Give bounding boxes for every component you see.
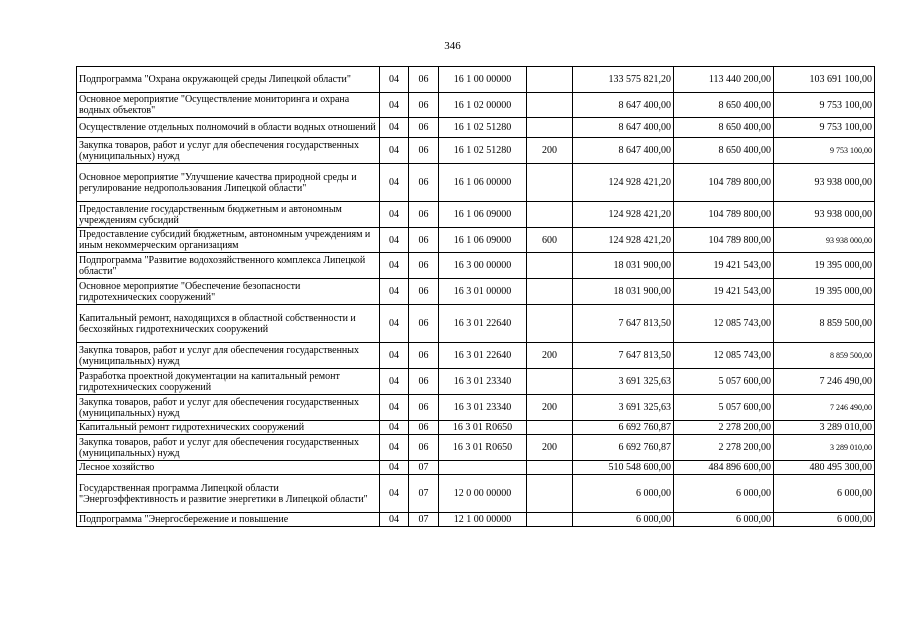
row-amount-2: 104 789 800,00 (674, 202, 774, 228)
row-amount-2: 8 650 400,00 (674, 93, 774, 118)
row-amount-1: 124 928 421,20 (573, 202, 674, 228)
row-amount-3: 19 395 000,00 (774, 253, 875, 279)
row-target-article: 16 3 01 00000 (439, 279, 527, 305)
row-section: 04 (380, 202, 409, 228)
row-amount-3: 7 246 490,00 (774, 369, 875, 395)
row-expense-type: 600 (527, 228, 573, 253)
row-target-article: 16 3 01 22640 (439, 305, 527, 343)
row-expense-type (527, 369, 573, 395)
table-row (77, 421, 875, 435)
row-expense-type (527, 421, 573, 435)
row-amount-1: 124 928 421,20 (573, 228, 674, 253)
table-row (77, 279, 875, 305)
row-amount-3: 93 938 000,00 (774, 228, 875, 253)
row-amount-2: 8 650 400,00 (674, 138, 774, 164)
row-amount-2: 104 789 800,00 (674, 228, 774, 253)
row-amount-1: 133 575 821,20 (573, 67, 674, 93)
row-amount-1: 6 692 760,87 (573, 421, 674, 435)
row-amount-3: 6 000,00 (774, 513, 875, 527)
table-row (77, 305, 875, 343)
row-expense-type (527, 253, 573, 279)
row-subsection: 06 (409, 435, 439, 461)
row-name: Осуществление отдельных полномочий в области водных отношений (77, 118, 380, 138)
row-subsection: 06 (409, 343, 439, 369)
row-amount-1: 3 691 325,63 (573, 395, 674, 421)
row-section: 04 (380, 279, 409, 305)
row-amount-1: 510 548 600,00 (573, 461, 674, 475)
row-amount-2: 2 278 200,00 (674, 435, 774, 461)
row-amount-3: 9 753 100,00 (774, 118, 875, 138)
table-row (77, 67, 875, 93)
row-amount-2: 104 789 800,00 (674, 164, 774, 202)
row-name: Закупка товаров, работ и услуг для обеспечения государственных (муниципальных) нужд (77, 435, 380, 461)
row-target-article: 16 1 06 09000 (439, 202, 527, 228)
row-amount-3: 93 938 000,00 (774, 164, 875, 202)
row-section: 04 (380, 138, 409, 164)
row-target-article: 16 1 06 09000 (439, 228, 527, 253)
row-subsection: 07 (409, 475, 439, 513)
row-section: 04 (380, 513, 409, 527)
row-expense-type: 200 (527, 138, 573, 164)
table-row (77, 118, 875, 138)
row-amount-3: 103 691 100,00 (774, 67, 875, 93)
row-section: 04 (380, 461, 409, 475)
row-amount-1: 6 000,00 (573, 513, 674, 527)
row-amount-1: 8 647 400,00 (573, 138, 674, 164)
budget-table-body (77, 67, 875, 527)
table-row (77, 253, 875, 279)
row-expense-type (527, 305, 573, 343)
row-section: 04 (380, 164, 409, 202)
row-section: 04 (380, 67, 409, 93)
row-expense-type (527, 513, 573, 527)
row-amount-1: 3 691 325,63 (573, 369, 674, 395)
table-row (77, 369, 875, 395)
row-target-article: 16 3 01 R0650 (439, 421, 527, 435)
row-amount-3: 9 753 100,00 (774, 138, 875, 164)
row-name: Основное мероприятие "Осуществление мониторинга и охрана водных объектов" (77, 93, 380, 118)
budget-table (76, 66, 875, 527)
row-subsection: 07 (409, 513, 439, 527)
row-subsection: 06 (409, 138, 439, 164)
row-amount-2: 484 896 600,00 (674, 461, 774, 475)
row-target-article: 12 1 00 00000 (439, 513, 527, 527)
row-target-article: 16 3 01 23340 (439, 395, 527, 421)
row-amount-1: 6 692 760,87 (573, 435, 674, 461)
row-amount-1: 18 031 900,00 (573, 279, 674, 305)
table-row (77, 93, 875, 118)
row-name: Подпрограмма "Энергосбережение и повышение (77, 513, 380, 527)
row-subsection: 06 (409, 118, 439, 138)
row-target-article: 16 1 02 51280 (439, 118, 527, 138)
row-subsection: 06 (409, 253, 439, 279)
row-subsection: 07 (409, 461, 439, 475)
row-subsection: 06 (409, 228, 439, 253)
row-amount-1: 124 928 421,20 (573, 164, 674, 202)
row-name: Основное мероприятие "Обеспечение безопасности гидротехнических сооружений" (77, 279, 380, 305)
row-target-article: 12 0 00 00000 (439, 475, 527, 513)
row-subsection: 06 (409, 202, 439, 228)
row-amount-2: 12 085 743,00 (674, 305, 774, 343)
row-amount-3: 3 289 010,00 (774, 421, 875, 435)
row-name: Закупка товаров, работ и услуг для обеспечения государственных (муниципальных) нужд (77, 138, 380, 164)
row-amount-3: 7 246 490,00 (774, 395, 875, 421)
row-amount-1: 18 031 900,00 (573, 253, 674, 279)
row-section: 04 (380, 305, 409, 343)
row-name: Предоставление государственным бюджетным и автономным учреждениям субсидий (77, 202, 380, 228)
row-target-article: 16 1 06 00000 (439, 164, 527, 202)
row-name: Подпрограмма "Развитие водохозяйственного комплекса Липецкой области" (77, 253, 380, 279)
table-row (77, 343, 875, 369)
row-amount-1: 8 647 400,00 (573, 93, 674, 118)
row-name: Закупка товаров, работ и услуг для обеспечения государственных (муниципальных) нужд (77, 343, 380, 369)
row-section: 04 (380, 369, 409, 395)
row-amount-3: 93 938 000,00 (774, 202, 875, 228)
table-row (77, 513, 875, 527)
table-row (77, 202, 875, 228)
row-amount-2: 12 085 743,00 (674, 343, 774, 369)
row-amount-1: 6 000,00 (573, 475, 674, 513)
row-section: 04 (380, 118, 409, 138)
row-subsection: 06 (409, 421, 439, 435)
row-section: 04 (380, 343, 409, 369)
row-amount-2: 6 000,00 (674, 513, 774, 527)
row-section: 04 (380, 435, 409, 461)
row-name: Государственная программа Липецкой области "Энергоэффективность и развитие энергетики в Липецкой области" (77, 475, 380, 513)
row-amount-3: 8 859 500,00 (774, 343, 875, 369)
row-amount-2: 19 421 543,00 (674, 279, 774, 305)
row-amount-2: 8 650 400,00 (674, 118, 774, 138)
row-expense-type: 200 (527, 435, 573, 461)
row-target-article: 16 3 00 00000 (439, 253, 527, 279)
row-amount-2: 19 421 543,00 (674, 253, 774, 279)
row-expense-type (527, 475, 573, 513)
row-name: Основное мероприятие "Улучшение качества природной среды и регулирование недропользования Липецкой области" (77, 164, 380, 202)
table-row (77, 138, 875, 164)
row-amount-2: 5 057 600,00 (674, 369, 774, 395)
row-amount-1: 7 647 813,50 (573, 305, 674, 343)
row-name: Предоставление субсидий бюджетным, автономным учреждениям и иным некоммерческим организациям (77, 228, 380, 253)
row-section: 04 (380, 475, 409, 513)
row-name: Капитальный ремонт гидротехнических сооружений (77, 421, 380, 435)
row-amount-3: 6 000,00 (774, 475, 875, 513)
row-amount-2: 113 440 200,00 (674, 67, 774, 93)
table-row (77, 164, 875, 202)
row-amount-2: 6 000,00 (674, 475, 774, 513)
row-section: 04 (380, 395, 409, 421)
row-expense-type (527, 93, 573, 118)
row-target-article (439, 461, 527, 475)
row-target-article: 16 1 00 00000 (439, 67, 527, 93)
row-expense-type: 200 (527, 343, 573, 369)
row-amount-3: 8 859 500,00 (774, 305, 875, 343)
row-amount-3: 9 753 100,00 (774, 93, 875, 118)
row-target-article: 16 3 01 23340 (439, 369, 527, 395)
row-expense-type (527, 164, 573, 202)
row-subsection: 06 (409, 164, 439, 202)
row-name: Разработка проектной документации на капитальный ремонт гидротехнических сооружений (77, 369, 380, 395)
row-amount-1: 8 647 400,00 (573, 118, 674, 138)
row-name: Капитальный ремонт, находящихся в областной собственности и бесхозяйных гидротехнических сооружений (77, 305, 380, 343)
row-name: Лесное хозяйство (77, 461, 380, 475)
table-row (77, 228, 875, 253)
row-expense-type (527, 118, 573, 138)
row-expense-type (527, 461, 573, 475)
row-expense-type: 200 (527, 395, 573, 421)
table-row (77, 435, 875, 461)
row-subsection: 06 (409, 279, 439, 305)
row-target-article: 16 1 02 51280 (439, 138, 527, 164)
row-section: 04 (380, 228, 409, 253)
row-subsection: 06 (409, 67, 439, 93)
row-section: 04 (380, 253, 409, 279)
row-subsection: 06 (409, 369, 439, 395)
row-target-article: 16 3 01 22640 (439, 343, 527, 369)
row-amount-2: 5 057 600,00 (674, 395, 774, 421)
row-name: Закупка товаров, работ и услуг для обеспечения государственных (муниципальных) нужд (77, 395, 380, 421)
row-name: Подпрограмма "Охрана окружающей среды Липецкой области" (77, 67, 380, 93)
row-subsection: 06 (409, 93, 439, 118)
table-row (77, 475, 875, 513)
row-subsection: 06 (409, 305, 439, 343)
row-expense-type (527, 202, 573, 228)
page-number: 346 (444, 40, 461, 52)
row-amount-3: 3 289 010,00 (774, 435, 875, 461)
row-expense-type (527, 67, 573, 93)
row-subsection: 06 (409, 395, 439, 421)
row-amount-3: 19 395 000,00 (774, 279, 875, 305)
table-row (77, 395, 875, 421)
row-target-article: 16 1 02 00000 (439, 93, 527, 118)
row-amount-2: 2 278 200,00 (674, 421, 774, 435)
row-amount-3: 480 495 300,00 (774, 461, 875, 475)
row-amount-1: 7 647 813,50 (573, 343, 674, 369)
row-expense-type (527, 279, 573, 305)
table-row (77, 461, 875, 475)
row-section: 04 (380, 421, 409, 435)
row-target-article: 16 3 01 R0650 (439, 435, 527, 461)
row-section: 04 (380, 93, 409, 118)
